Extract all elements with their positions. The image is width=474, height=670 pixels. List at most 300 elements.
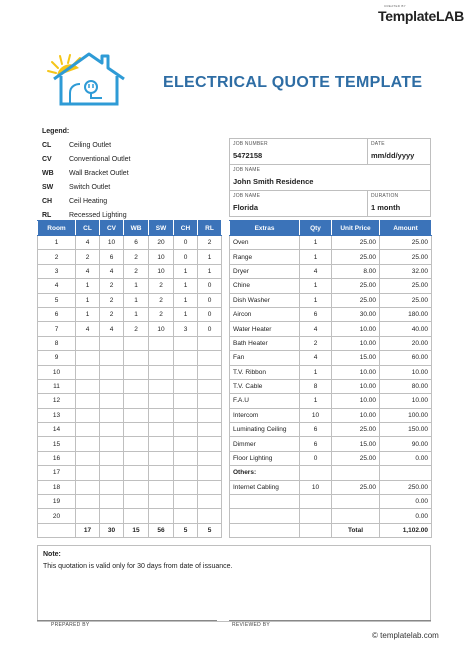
extras-amount-cell: 0.00: [380, 495, 432, 509]
extras-unit-price-cell[interactable]: 10.00: [332, 336, 380, 350]
room-count-cell[interactable]: [76, 408, 100, 422]
extras-amount-cell: 100.00: [380, 408, 432, 422]
extras-amount-cell: 80.00: [380, 379, 432, 393]
room-count-cell[interactable]: 1: [174, 307, 198, 321]
room-number-cell: 19: [38, 495, 76, 509]
room-total-cell: 56: [149, 523, 174, 537]
extras-item-cell[interactable]: Floor Lighting: [230, 451, 300, 465]
room-row: [38, 250, 222, 264]
room-count-cell[interactable]: [198, 437, 222, 451]
job-number-label: JOB NUMBER: [233, 141, 268, 147]
room-count-cell[interactable]: [174, 351, 198, 365]
legend-item: [42, 152, 130, 166]
room-number-cell: 20: [38, 509, 76, 523]
room-row: [38, 379, 222, 393]
room-row: [38, 466, 222, 480]
room-count-cell[interactable]: [100, 423, 124, 437]
extras-item-cell[interactable]: T.V. Cable: [230, 379, 300, 393]
room-count-cell[interactable]: 20: [149, 236, 174, 250]
room-count-cell[interactable]: [174, 365, 198, 379]
room-count-cell[interactable]: [198, 423, 222, 437]
extras-item-cell[interactable]: [230, 495, 300, 509]
room-count-cell[interactable]: [76, 365, 100, 379]
extras-qty-cell[interactable]: 6: [300, 307, 332, 321]
room-count-cell[interactable]: 10: [149, 250, 174, 264]
rooms-header-cell: CV: [100, 221, 124, 236]
extras-item-cell[interactable]: F.A.U: [230, 394, 300, 408]
extras-qty-cell[interactable]: 1: [300, 365, 332, 379]
rooms-header-cell: Room: [38, 221, 76, 236]
room-count-cell[interactable]: 4: [76, 236, 100, 250]
extras-item-cell[interactable]: Chine: [230, 279, 300, 293]
extras-qty-cell[interactable]: [300, 495, 332, 509]
extras-qty-cell[interactable]: 4: [300, 264, 332, 278]
extras-row: [230, 480, 432, 494]
room-count-cell[interactable]: [149, 480, 174, 494]
extras-unit-price-cell[interactable]: 25.00: [332, 236, 380, 250]
room-count-cell[interactable]: 0: [198, 322, 222, 336]
footer-text: templatelab.com: [380, 631, 439, 640]
room-count-cell[interactable]: [124, 437, 149, 451]
room-count-cell[interactable]: [174, 423, 198, 437]
room-count-cell[interactable]: 1: [124, 293, 149, 307]
room-count-cell[interactable]: [149, 451, 174, 465]
room-count-cell[interactable]: 2: [149, 279, 174, 293]
room-count-cell[interactable]: 1: [124, 307, 149, 321]
legend-desc: Ceiling Outlet: [69, 141, 112, 149]
room-row: [38, 509, 222, 523]
room-count-cell[interactable]: 10: [149, 264, 174, 278]
room-count-cell[interactable]: 2: [100, 293, 124, 307]
prepared-by-line: [37, 620, 217, 621]
room-count-cell[interactable]: [124, 495, 149, 509]
room-row: [38, 336, 222, 350]
extras-unit-price-cell[interactable]: [332, 495, 380, 509]
room-count-cell[interactable]: [174, 379, 198, 393]
extras-item-cell[interactable]: Fan: [230, 351, 300, 365]
room-count-cell[interactable]: [149, 466, 174, 480]
extras-amount-cell: 250.00: [380, 480, 432, 494]
room-row: [38, 451, 222, 465]
legend-desc: Conventional Outlet: [69, 155, 131, 163]
room-count-cell[interactable]: [100, 351, 124, 365]
extras-row: [230, 293, 432, 307]
legend-title: Legend:: [42, 128, 70, 135]
room-count-cell[interactable]: [198, 336, 222, 350]
room-number-cell: 6: [38, 307, 76, 321]
room-count-cell[interactable]: 0: [198, 279, 222, 293]
room-total-cell: 5: [198, 523, 222, 537]
note-label: Note:: [43, 551, 61, 558]
extras-unit-price-cell[interactable]: [332, 466, 380, 480]
room-row: [38, 394, 222, 408]
extras-item-cell[interactable]: Internet Cabling: [230, 480, 300, 494]
room-row: [38, 293, 222, 307]
extras-qty-cell[interactable]: [300, 466, 332, 480]
extras-total-value: 1,102.00: [380, 523, 432, 537]
room-count-cell[interactable]: [174, 466, 198, 480]
legend-item: [42, 180, 110, 194]
extras-unit-price-cell[interactable]: 25.00: [332, 451, 380, 465]
extras-amount-cell: 32.00: [380, 264, 432, 278]
extras-row: [230, 250, 432, 264]
extras-amount-cell: 150.00: [380, 423, 432, 437]
room-count-cell[interactable]: 0: [198, 307, 222, 321]
room-count-cell[interactable]: [124, 394, 149, 408]
extras-qty-cell[interactable]: 8: [300, 379, 332, 393]
room-count-cell[interactable]: [100, 379, 124, 393]
room-count-cell[interactable]: [198, 451, 222, 465]
room-count-cell[interactable]: [76, 423, 100, 437]
extras-row: [230, 264, 432, 278]
legend-item: [42, 138, 111, 152]
room-count-cell[interactable]: [149, 379, 174, 393]
room-count-cell[interactable]: 1: [198, 264, 222, 278]
extras-item-cell[interactable]: Others:: [230, 466, 300, 480]
room-number-cell: 8: [38, 336, 76, 350]
room-row: [38, 322, 222, 336]
room-count-cell[interactable]: [100, 451, 124, 465]
room-count-cell[interactable]: [76, 394, 100, 408]
room-count-cell[interactable]: [174, 336, 198, 350]
legend-desc: Recessed Lighting: [69, 211, 127, 219]
room-count-cell[interactable]: [124, 336, 149, 350]
note-text: This quotation is valid only for 30 days from date of issuance.: [43, 563, 233, 570]
extras-header-cell: Qty: [300, 221, 332, 236]
extras-item-cell[interactable]: Aircon: [230, 307, 300, 321]
room-count-cell[interactable]: [149, 408, 174, 422]
room-count-cell[interactable]: [198, 379, 222, 393]
extras-row: [230, 336, 432, 350]
extras-qty-cell[interactable]: 1: [300, 394, 332, 408]
room-count-cell[interactable]: [76, 480, 100, 494]
extras-unit-price-cell[interactable]: 10.00: [332, 322, 380, 336]
room-count-cell[interactable]: [198, 408, 222, 422]
room-count-cell[interactable]: [149, 509, 174, 523]
document-title: ELECTRICAL QUOTE TEMPLATE: [163, 74, 423, 91]
room-count-cell[interactable]: 2: [100, 307, 124, 321]
room-count-cell[interactable]: [174, 408, 198, 422]
extras-unit-price-cell[interactable]: 15.00: [332, 351, 380, 365]
room-count-cell[interactable]: [100, 495, 124, 509]
extras-qty-cell[interactable]: 10: [300, 408, 332, 422]
room-count-cell[interactable]: 10: [100, 236, 124, 250]
extras-qty-cell[interactable]: [300, 509, 332, 523]
extras-item-cell[interactable]: Dryer: [230, 264, 300, 278]
room-count-cell[interactable]: [149, 394, 174, 408]
extras-unit-price-cell[interactable]: 10.00: [332, 365, 380, 379]
extras-unit-price-cell[interactable]: 10.00: [332, 394, 380, 408]
room-count-cell[interactable]: 2: [124, 250, 149, 264]
room-count-cell[interactable]: [76, 437, 100, 451]
extras-qty-cell[interactable]: 10: [300, 480, 332, 494]
room-count-cell[interactable]: 2: [198, 236, 222, 250]
extras-unit-price-cell[interactable]: 25.00: [332, 423, 380, 437]
duration-value: 1 month: [371, 203, 401, 212]
room-count-cell[interactable]: [76, 379, 100, 393]
extras-row: [230, 394, 432, 408]
extras-unit-price-cell[interactable]: 30.00: [332, 307, 380, 321]
room-count-cell[interactable]: [174, 394, 198, 408]
room-count-cell[interactable]: [174, 509, 198, 523]
room-count-cell[interactable]: 1: [174, 279, 198, 293]
room-number-cell: 3: [38, 264, 76, 278]
extras-amount-cell: 25.00: [380, 236, 432, 250]
room-number-cell: 13: [38, 408, 76, 422]
room-count-cell[interactable]: [174, 480, 198, 494]
job-name-value: John Smith Residence: [233, 177, 314, 186]
room-count-cell[interactable]: 1: [174, 264, 198, 278]
room-number-cell: 2: [38, 250, 76, 264]
room-count-cell[interactable]: 6: [100, 250, 124, 264]
room-count-cell[interactable]: [100, 509, 124, 523]
extras-row: [230, 322, 432, 336]
extras-row: [230, 236, 432, 250]
room-count-cell[interactable]: [76, 336, 100, 350]
room-count-cell[interactable]: 1: [174, 293, 198, 307]
room-count-cell[interactable]: [100, 480, 124, 494]
extras-unit-price-cell[interactable]: 10.00: [332, 408, 380, 422]
extras-item-cell[interactable]: T.V. Ribbon: [230, 365, 300, 379]
room-count-cell[interactable]: [124, 509, 149, 523]
rooms-header-cell: SW: [149, 221, 174, 236]
extras-unit-price-cell[interactable]: 25.00: [332, 279, 380, 293]
rooms-header-cell: CL: [76, 221, 100, 236]
extras-header-cell: Extras: [230, 221, 300, 236]
room-count-cell[interactable]: 4: [76, 264, 100, 278]
extras-qty-cell[interactable]: 1: [300, 250, 332, 264]
extras-item-cell[interactable]: Range: [230, 250, 300, 264]
legend-desc: Switch Outlet: [69, 183, 111, 191]
legend-abbr: CL: [42, 141, 52, 149]
room-count-cell[interactable]: 0: [174, 250, 198, 264]
room-count-cell[interactable]: [76, 451, 100, 465]
room-count-cell[interactable]: [124, 480, 149, 494]
date-value: mm/dd/yyyy: [371, 151, 415, 160]
room-total-cell: [38, 523, 76, 537]
extras-header-cell: Amount: [380, 221, 432, 236]
room-count-cell[interactable]: 2: [100, 279, 124, 293]
room-number-cell: 9: [38, 351, 76, 365]
room-number-cell: 4: [38, 279, 76, 293]
room-count-cell[interactable]: [76, 466, 100, 480]
room-count-cell[interactable]: [124, 423, 149, 437]
room-count-cell[interactable]: [198, 394, 222, 408]
extras-qty-cell[interactable]: 1: [300, 236, 332, 250]
room-row: [38, 264, 222, 278]
extras-row: [230, 437, 432, 451]
extras-item-cell[interactable]: Dish Washer: [230, 293, 300, 307]
extras-row: [230, 408, 432, 422]
job-number-value: 5472158: [233, 151, 263, 160]
room-row: [38, 365, 222, 379]
extras-qty-cell[interactable]: 2: [300, 336, 332, 350]
room-count-cell[interactable]: [100, 466, 124, 480]
extras-total-blank: [230, 523, 300, 537]
rooms-header-cell: RL: [198, 221, 222, 236]
room-count-cell[interactable]: [198, 480, 222, 494]
room-number-cell: 10: [38, 365, 76, 379]
room-count-cell[interactable]: [124, 365, 149, 379]
room-count-cell[interactable]: 0: [198, 293, 222, 307]
room-count-cell[interactable]: 1: [124, 279, 149, 293]
extras-qty-cell[interactable]: 1: [300, 293, 332, 307]
extras-row: [230, 509, 432, 523]
room-number-cell: 11: [38, 379, 76, 393]
room-count-cell[interactable]: 2: [149, 293, 174, 307]
extras-unit-price-cell[interactable]: 25.00: [332, 480, 380, 494]
extras-row: [230, 466, 432, 480]
room-count-cell[interactable]: [149, 437, 174, 451]
rooms-outlet-table: [37, 220, 222, 538]
room-count-cell[interactable]: [76, 495, 100, 509]
extras-qty-cell[interactable]: 4: [300, 351, 332, 365]
rooms-totals-row: [38, 523, 222, 537]
room-count-cell[interactable]: [149, 495, 174, 509]
date-field[interactable]: [367, 138, 431, 165]
extras-table: [229, 220, 432, 538]
duration-field[interactable]: [367, 190, 431, 217]
room-count-cell[interactable]: [174, 495, 198, 509]
extras-row: [230, 495, 432, 509]
extras-amount-cell: 40.00: [380, 322, 432, 336]
room-count-cell[interactable]: [149, 336, 174, 350]
room-count-cell[interactable]: [149, 365, 174, 379]
note-box[interactable]: [37, 545, 431, 622]
room-count-cell[interactable]: 3: [174, 322, 198, 336]
room-count-cell[interactable]: [100, 365, 124, 379]
room-count-cell[interactable]: 2: [76, 250, 100, 264]
job-location-label: JOB NAME: [233, 193, 261, 199]
house-plug-logo-icon: [44, 46, 134, 110]
brand-logo-text: TemplateLAB: [378, 8, 464, 24]
extras-qty-cell[interactable]: 6: [300, 437, 332, 451]
room-count-cell[interactable]: 1: [76, 293, 100, 307]
extras-amount-cell: 20.00: [380, 336, 432, 350]
room-count-cell[interactable]: [149, 351, 174, 365]
brand-created-by: CREATED BY: [384, 4, 406, 8]
job-name-field[interactable]: [229, 164, 431, 191]
extras-item-cell[interactable]: Intercom: [230, 408, 300, 422]
extras-item-cell[interactable]: [230, 509, 300, 523]
extras-amount-cell: 0.00: [380, 451, 432, 465]
extras-item-cell[interactable]: Water Heater: [230, 322, 300, 336]
room-count-cell[interactable]: [100, 408, 124, 422]
extras-qty-cell[interactable]: 4: [300, 322, 332, 336]
room-count-cell[interactable]: 1: [76, 307, 100, 321]
legend-desc: Wall Bracket Outlet: [69, 169, 129, 177]
extras-unit-price-cell[interactable]: [332, 509, 380, 523]
room-count-cell[interactable]: [198, 365, 222, 379]
extras-header-cell: Unit Price: [332, 221, 380, 236]
room-count-cell[interactable]: [149, 423, 174, 437]
extras-total-label: Total: [332, 523, 380, 537]
extras-amount-cell: 180.00: [380, 307, 432, 321]
job-location-field[interactable]: [229, 190, 368, 217]
extras-row: [230, 365, 432, 379]
room-count-cell[interactable]: [174, 437, 198, 451]
extras-unit-price-cell[interactable]: 25.00: [332, 250, 380, 264]
extras-row: [230, 451, 432, 465]
room-count-cell[interactable]: 10: [149, 322, 174, 336]
footer-credit[interactable]: [372, 631, 439, 640]
room-count-cell[interactable]: [124, 408, 149, 422]
room-count-cell[interactable]: [174, 451, 198, 465]
extras-item-cell[interactable]: Dimmer: [230, 437, 300, 451]
room-total-cell: 30: [100, 523, 124, 537]
job-name-label: JOB NAME: [233, 167, 261, 173]
room-count-cell[interactable]: 6: [124, 236, 149, 250]
room-count-cell[interactable]: 1: [198, 250, 222, 264]
extras-item-cell[interactable]: Bath Heater: [230, 336, 300, 350]
room-row: [38, 437, 222, 451]
room-count-cell[interactable]: 2: [124, 322, 149, 336]
room-count-cell[interactable]: [124, 451, 149, 465]
room-count-cell[interactable]: [124, 466, 149, 480]
room-count-cell[interactable]: [124, 351, 149, 365]
extras-amount-cell: [380, 466, 432, 480]
reviewed-by-line: [229, 620, 431, 621]
room-count-cell[interactable]: [76, 351, 100, 365]
legend-item: [42, 194, 107, 208]
extras-item-cell[interactable]: Luminating Ceiling: [230, 423, 300, 437]
room-row: [38, 480, 222, 494]
room-row: [38, 423, 222, 437]
extras-item-cell[interactable]: Oven: [230, 236, 300, 250]
extras-amount-cell: 25.00: [380, 279, 432, 293]
extras-unit-price-cell[interactable]: 8.00: [332, 264, 380, 278]
rooms-header-cell: WB: [124, 221, 149, 236]
room-count-cell[interactable]: 4: [76, 322, 100, 336]
room-count-cell[interactable]: 4: [100, 322, 124, 336]
extras-row: [230, 279, 432, 293]
room-count-cell[interactable]: 4: [100, 264, 124, 278]
room-count-cell[interactable]: 2: [149, 307, 174, 321]
legend-abbr: RL: [42, 211, 52, 219]
extras-qty-cell[interactable]: 0: [300, 451, 332, 465]
room-row: [38, 279, 222, 293]
room-row: [38, 495, 222, 509]
extras-unit-price-cell[interactable]: 25.00: [332, 293, 380, 307]
copyright-icon: ©: [372, 631, 378, 640]
room-number-cell: 18: [38, 480, 76, 494]
job-number-field[interactable]: [229, 138, 368, 165]
room-count-cell[interactable]: [76, 509, 100, 523]
room-count-cell[interactable]: [198, 466, 222, 480]
room-total-cell: 5: [174, 523, 198, 537]
room-number-cell: 12: [38, 394, 76, 408]
legend-abbr: WB: [42, 169, 54, 177]
room-count-cell[interactable]: 1: [76, 279, 100, 293]
room-count-cell[interactable]: [198, 495, 222, 509]
room-count-cell[interactable]: [124, 379, 149, 393]
room-count-cell[interactable]: 0: [174, 236, 198, 250]
room-count-cell[interactable]: [198, 351, 222, 365]
room-count-cell[interactable]: 2: [124, 264, 149, 278]
extras-qty-cell[interactable]: 1: [300, 279, 332, 293]
extras-unit-price-cell[interactable]: 15.00: [332, 437, 380, 451]
room-number-cell: 7: [38, 322, 76, 336]
room-count-cell[interactable]: [100, 437, 124, 451]
extras-qty-cell[interactable]: 6: [300, 423, 332, 437]
room-number-cell: 5: [38, 293, 76, 307]
room-count-cell[interactable]: [198, 509, 222, 523]
room-count-cell[interactable]: [100, 394, 124, 408]
room-count-cell[interactable]: [100, 336, 124, 350]
legend-abbr: SW: [42, 183, 54, 191]
extras-unit-price-cell[interactable]: 10.00: [332, 379, 380, 393]
extras-amount-cell: 25.00: [380, 250, 432, 264]
